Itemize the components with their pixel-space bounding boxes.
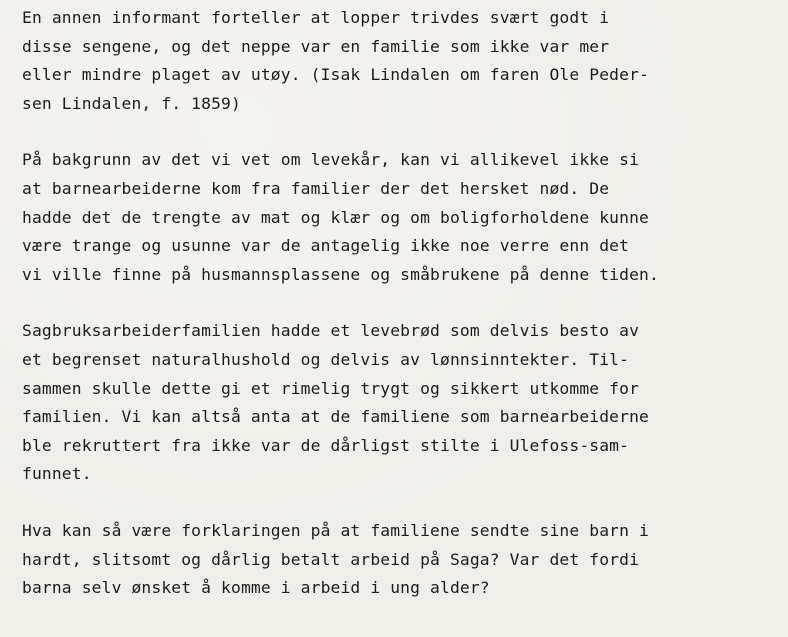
paragraph-spacer bbox=[22, 289, 782, 317]
paragraph-2 bbox=[22, 146, 782, 289]
text-line: barna selv ønsket å komme i arbeid i ung alder? bbox=[22, 578, 490, 598]
paragraph-4 bbox=[22, 517, 782, 603]
text-line: hardt, slitsomt og dårlig betalt arbeid på Saga? Var det fordi bbox=[22, 549, 640, 569]
text-line: disse sengene, og det neppe var en familie som ikke var mer bbox=[22, 36, 610, 56]
text-line: En annen informant forteller at lopper trivdes svært godt i bbox=[22, 8, 610, 27]
text-line: Hva kan så være forklaringen på at familiene sendte sine barn i bbox=[22, 520, 649, 540]
text-line: sen Lindalen, f. 1859) bbox=[22, 93, 241, 113]
text-line: hadde det de trengte av mat og klær og om boligforholdene kunne bbox=[22, 207, 649, 227]
text-line: sammen skulle dette gi et rimelig trygt og sikkert utkomme for bbox=[22, 378, 640, 398]
text-line: at barnearbeiderne kom fra familier der det hersket nød. De bbox=[22, 178, 610, 198]
text-line: Sagbruksarbeiderfamilien hadde et levebrød som delvis besto av bbox=[22, 321, 640, 341]
text-line: et begrenset naturalhushold og delvis av lønnsinntekter. Til- bbox=[22, 349, 630, 369]
text-line: vi ville finne på husmannsplassene og småbrukene på denne tiden. bbox=[22, 264, 659, 284]
text-line: familien. Vi kan altså anta at de familiene som barnearbeiderne bbox=[22, 407, 649, 427]
paragraph-spacer bbox=[22, 118, 782, 146]
paragraph-1 bbox=[22, 4, 782, 118]
text-line: På bakgrunn av det vi vet om levekår, kan vi allikevel ikke si bbox=[22, 150, 640, 170]
text-line: ble rekruttert fra ikke var de dårligst stilte i Ulefoss-sam- bbox=[22, 435, 630, 455]
document-body bbox=[22, 4, 782, 603]
paragraph-3 bbox=[22, 317, 782, 489]
text-line: være trange og usunne var de antagelig ikke noe verre enn det bbox=[22, 236, 630, 256]
text-line: funnet. bbox=[22, 464, 92, 484]
text-line: eller mindre plaget av utøy. (Isak Lindalen om faren Ole Peder- bbox=[22, 65, 649, 85]
paragraph-spacer bbox=[22, 489, 782, 517]
